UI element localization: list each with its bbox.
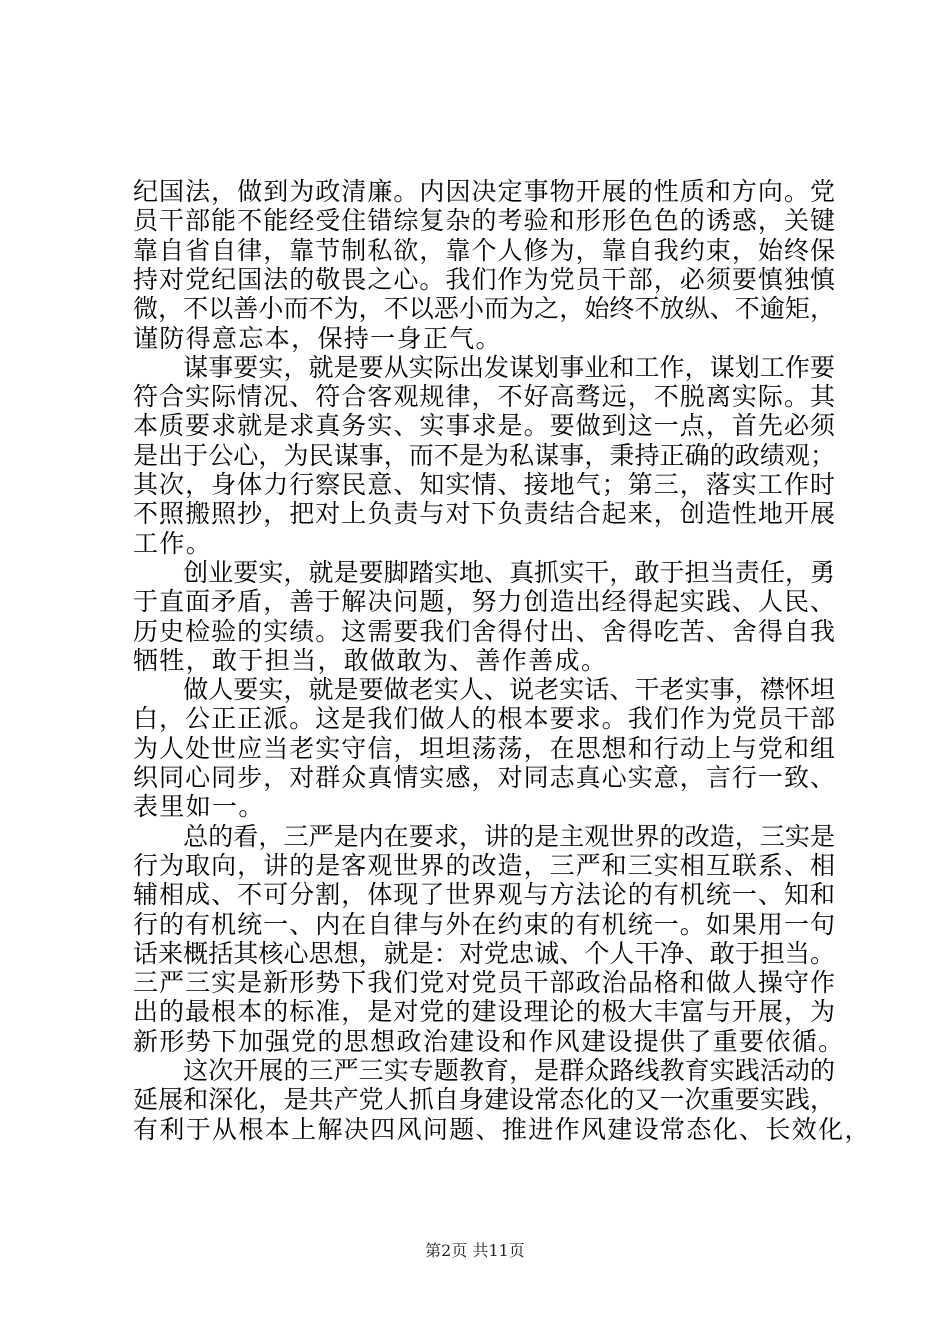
text-line: 话来概括其核心思想，就是：对党忠诚、个人干净、敢于担当。 [133, 938, 835, 968]
text-line: 三严三实是新形势下我们党对党员干部政治品格和做人操守作 [133, 968, 835, 998]
text-line: 出的最根本的标准，是对党的建设理论的极大丰富与开展，为 [133, 997, 835, 1027]
text-line: 白，公正正派。这是我们做人的根本要求。我们作为党员干部 [133, 704, 835, 734]
text-line: 谋事要实，就是要从实际出发谋划事业和工作，谋划工作要 [133, 352, 835, 382]
text-line: 于直面矛盾，善于解决问题，努力创造出经得起实践、人民、 [133, 587, 835, 617]
text-line: 符合实际情况、符合客观规律，不好高骛远，不脱离实际。其 [133, 382, 835, 412]
text-line: 新形势下加强党的思想政治建设和作风建设提供了重要依循。 [133, 1026, 845, 1056]
text-line: 本质要求就是求真务实、实事求是。要做到这一点，首先必须 [133, 411, 835, 441]
text-line: 辅相成、不可分割，体现了世界观与方法论的有机统一、知和 [133, 880, 835, 910]
text-line: 延展和深化，是共产党人抓自身建设常态化的又一次重要实践， [133, 1085, 835, 1115]
text-line: 历史检验的实绩。这需要我们舍得付出、舍得吃苦、舍得自我 [133, 616, 835, 646]
text-line: 织同心同步，对群众真情实感，对同志真心实意，言行一致、 [133, 763, 835, 792]
text-line: 总的看，三严是内在要求，讲的是主观世界的改造，三实是 [133, 821, 835, 851]
text-line: 为人处世应当老实守信，坦坦荡荡，在思想和行动上与党和组 [133, 733, 835, 763]
text-line: 做人要实，就是要做老实人、说老实话、干老实事，襟怀坦 [133, 675, 835, 705]
text-line: 工作。 [133, 528, 213, 558]
text-line: 不照搬照抄，把对上负责与对下负责结合起来，创造性地开展 [133, 499, 835, 529]
text-line: 靠自省自律，靠节制私欲，靠个人修为，靠自我约束，始终保 [133, 235, 835, 265]
text-line: 持对党纪国法的敬畏之心。我们作为党员干部，必须要慎独慎 [133, 264, 835, 294]
text-line: 微，不以善小而不为，不以恶小而为之，始终不放纵、不逾矩， [133, 294, 835, 324]
text-line: 其次，身体力行察民意、知实情、接地气；第三，落实工作时 [133, 470, 835, 499]
text-line: 这次开展的三严三实专题教育，是群众路线教育实践活动的 [133, 1056, 835, 1085]
text-line: 纪国法，做到为政清廉。内因决定事物开展的性质和方向。党 [133, 177, 835, 206]
text-line: 行的有机统一、内在自律与外在约束的有机统一。如果用一句 [133, 909, 835, 939]
text-line: 员干部能不能经受住错综复杂的考验和形形色色的诱惑，关键 [133, 206, 835, 236]
text-line: 有利于从根本上解决四风问题、推进作风建设常态化、长效化， [133, 1114, 871, 1144]
page-footer: 第2页 共11页 [425, 1241, 525, 1260]
text-line: 谨防得意忘本，保持一身正气。 [133, 323, 502, 353]
text-line: 是出于公心，为民谋事，而不是为私谋事，秉持正确的政绩观； [133, 440, 835, 470]
text-line: 行为取向，讲的是客观世界的改造，三严和三实相互联系、相 [133, 850, 835, 880]
text-line: 牺牲，敢于担当，敢做敢为、善作善成。 [133, 645, 608, 675]
text-line: 创业要实，就是要脚踏实地、真抓实干，敢于担当责任，勇 [133, 557, 835, 587]
text-line: 表里如一。 [133, 792, 265, 822]
